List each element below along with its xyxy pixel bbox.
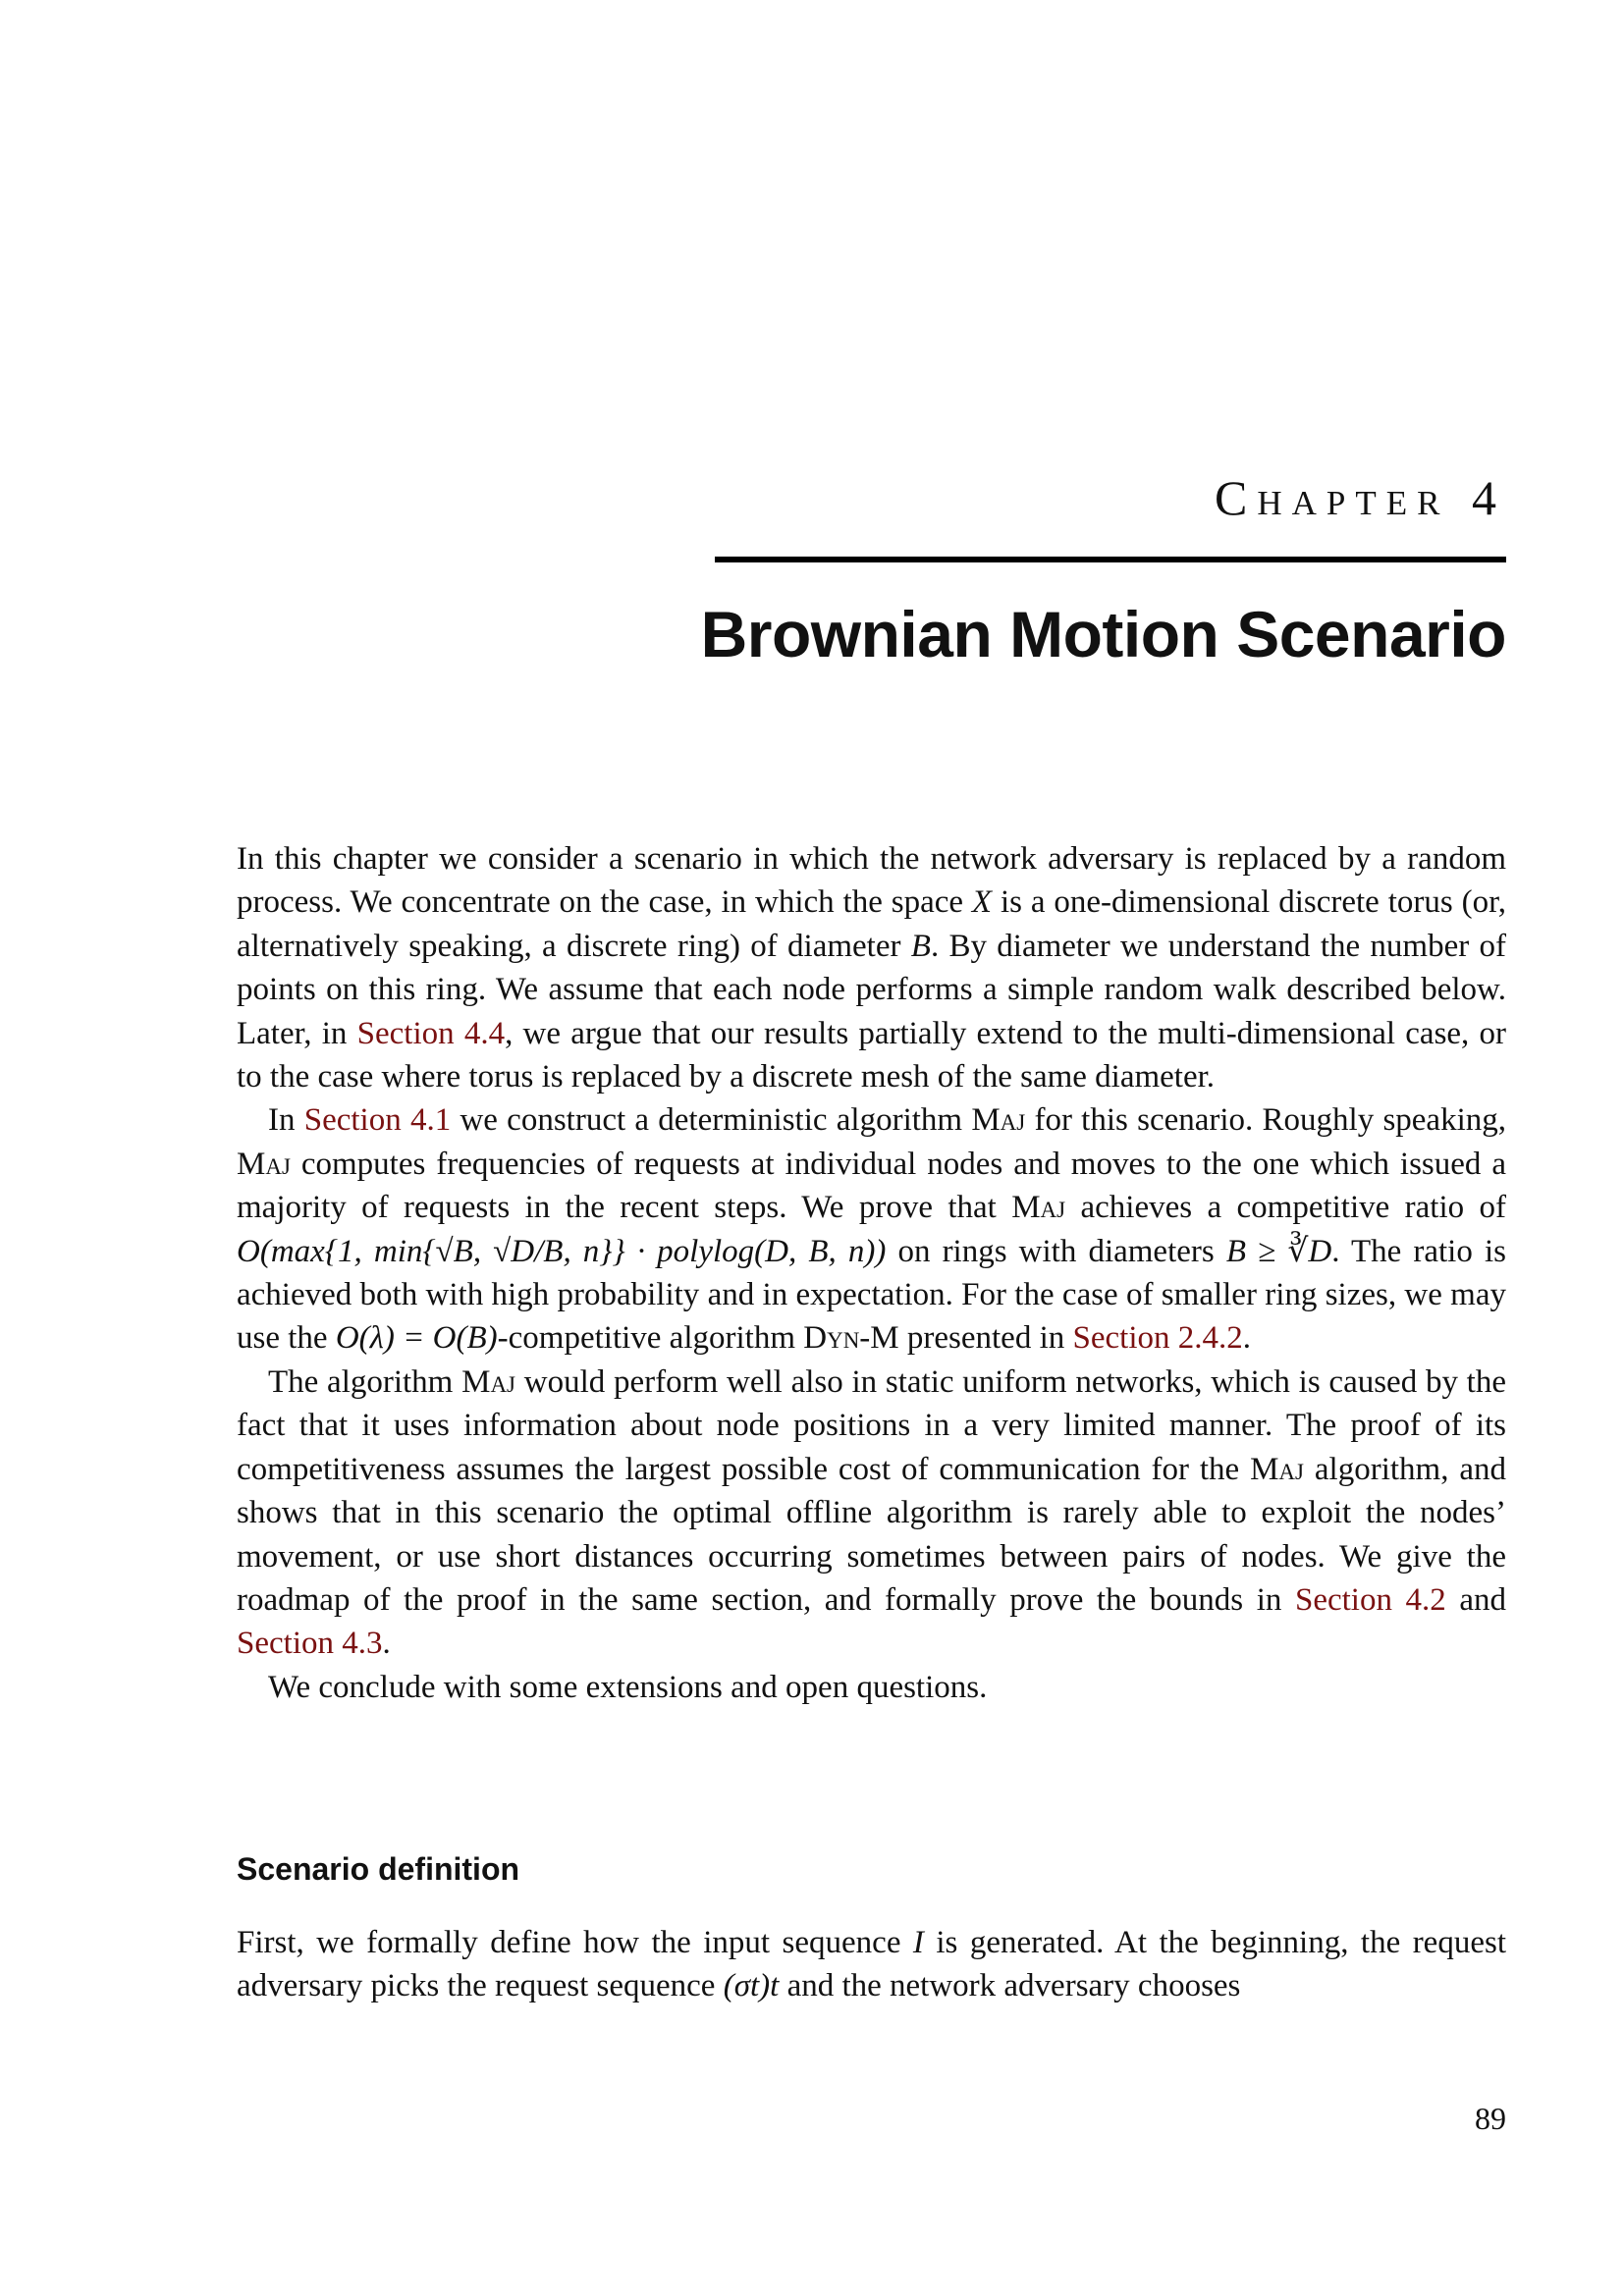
intro-body	[237, 837, 1506, 1709]
intro-paragraph-3: The algorithm Maj would perform well also in static uniform networks, which is caused by the fact that it uses information about node positions in a very limited manner. The proof of its competitiveness assumes the largest possible cost of communication for the Maj algorithm, and shows that in this scenario the optimal offline algorithm is rarely able to exploit the nodes’ movement, or use short distances occurring sometimes between pairs of nodes. We give the roadmap of the proof in the same section, and formally prove the bounds in Section 4.2 and Section 4.3.	[237, 1363, 1506, 1662]
algorithm-name-maj: Maj	[971, 1102, 1026, 1139]
request-sequence-symbol: (σt)t	[723, 1968, 780, 2004]
formula-lambda: O(λ) = O(B)	[335, 1320, 498, 1357]
section-link-4-2[interactable]: Section 4.2	[1294, 1581, 1446, 1618]
section-link-2-4-2[interactable]: Section 2.4.2	[1072, 1320, 1243, 1357]
algorithm-name-maj: Maj	[1011, 1190, 1066, 1226]
intro-paragraph-4: We conclude with some extensions and open questions.	[268, 1669, 988, 1705]
space-symbol: X	[971, 884, 993, 921]
formula-competitive-ratio: O(max{1, min{√B, √D/B, n}} · polylog(D, B, n))	[237, 1233, 887, 1269]
section-link-4-4[interactable]: Section 4.4	[356, 1015, 506, 1051]
section-heading-scenario-definition: Scenario definition	[237, 1851, 520, 1887]
scenario-body	[237, 1921, 1506, 2008]
chapter-title: Brownian Motion Scenario	[700, 598, 1506, 670]
algorithm-name-maj: Maj	[461, 1363, 516, 1400]
section-link-4-1[interactable]: Section 4.1	[303, 1102, 452, 1139]
intro-paragraph-1: In this chapter we consider a scenario in which the network adversary is replaced by a random process. We concentrate on the case, in which the space X is a one-dimensional discrete torus (or, alternatively speaking, a discrete ring) of diameter B. By diameter we understand the number of points on this ring. We assume that each node performs a simple random walk described below. Later, in Section 4.4, we argue that our results partially extend to the multi-dimensional case, or to the case where torus is replaced by a discrete mesh of the same diameter.	[237, 841, 1506, 1095]
formula-diameter-condition: B ≥ ∛D	[1225, 1233, 1332, 1269]
input-sequence-symbol: I	[912, 1925, 924, 1960]
algorithm-name-dyn-m: Dyn-M	[803, 1320, 899, 1357]
scenario-paragraph-1: First, we formally define how the input sequence I is generated. At the beginning, the request adversary picks the request sequence (σt)t and the network adversary chooses	[237, 1925, 1506, 2004]
page-number: 89	[1475, 2101, 1506, 2136]
chapter-rule	[715, 557, 1506, 562]
section-link-4-3[interactable]: Section 4.3	[237, 1626, 383, 1662]
chapter-label: Chapter 4	[1215, 470, 1506, 525]
algorithm-name-maj: Maj	[237, 1146, 291, 1182]
intro-paragraph-2: In Section 4.1 we construct a deterministic algorithm Maj for this scenario. Roughly speaking, Maj computes frequencies of requests at individual nodes and moves to the one which issued a majority of requests in the recent steps. We prove that Maj achieves a competitive ratio of O(max{1, min{√B, √D/B, n}} · polylog(D, B, n)) on rings with diameters B ≥ ∛D. The ratio is achieved both with high probability and in expectation. For the case of smaller ring sizes, we may use the O(λ) = O(B)-competitive algorithm Dyn-M presented in Section 2.4.2.	[237, 1102, 1507, 1357]
algorithm-name-maj: Maj	[1250, 1451, 1304, 1487]
diameter-symbol: B	[910, 928, 931, 964]
